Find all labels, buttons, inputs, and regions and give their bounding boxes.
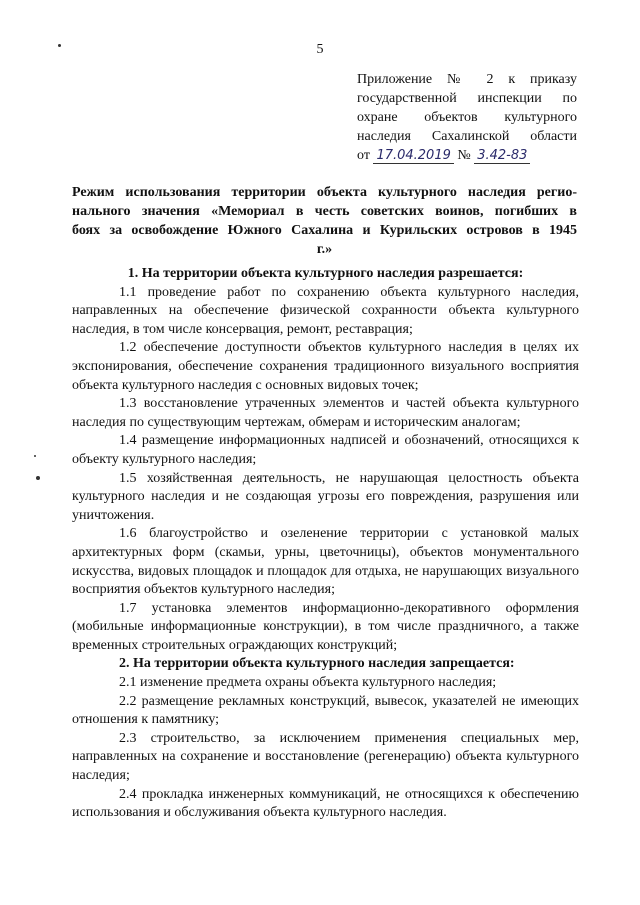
section-2-item: 2.1 изменение предмета охраны объекта культурного наследия; [119, 675, 497, 691]
section-1-item: 1.5 хозяйственная деятельность, не нарушающая целостность объекта культурного наследия и не создающая угрозы его повреждения, разрушения или уничтожения. [72, 470, 579, 523]
order-number-handwritten: 3.42-83 [474, 148, 530, 164]
scan-speck [34, 455, 36, 457]
appendix-header [357, 70, 577, 165]
section-1-item: 1.4 размещение информационных надписей и обозначений, относящихся к объекту культурного наследия; [72, 433, 579, 467]
appendix-line: наследия Сахалинской области [357, 129, 577, 144]
page-number: 5 [316, 42, 324, 57]
title-line: Режим использования территории объекта культурного наследия регио- [72, 185, 577, 200]
section-2-item: 2.3 строительство, за исключением применения специальных мер, направленных на сохранение и восстановление (регенерацию) объекта культурного наследия; [72, 730, 579, 784]
title-line: нального значения «Мемориал в честь советских воинов, погибших в [72, 204, 577, 219]
scan-speck [36, 476, 40, 480]
title-line: боях за освобождение Южного Сахалина и Курильских островов в 1945 [72, 223, 577, 238]
section-1-item: 1.7 установка элементов информационно-декоративного оформления (мобильные информационные конструкции), в том числе праздничного, а также временных строительных ограждающих конструкций; [72, 600, 579, 653]
document-title [72, 183, 577, 259]
title-line: г.» [316, 242, 333, 257]
appendix-line: государственной инспекции по [357, 91, 577, 106]
order-date-handwritten: 17.04.2019 [373, 148, 453, 164]
order-date-line [357, 146, 577, 165]
section-1-item: 1.3 восстановление утраченных элементов и частей объекта культурного наследия по существующим чертежам, обмерам и историческим аналогам; [72, 396, 579, 430]
document-body [72, 265, 579, 823]
section-2-item: 2.2 размещение рекламных конструкций, вывесок, указателей не имеющих отношения к памятнику; [72, 693, 579, 728]
appendix-line: Приложение № 2 к приказу [357, 72, 577, 87]
section-1-item: 1.1 проведение работ по сохранению объекта культурного наследия, направленных на обеспечение физической сохранности объекта культурного наследия, в том числе консервация, ремонт, реставрация; [72, 284, 579, 337]
section-1-item: 1.6 благоустройство и озеленение территории с установкой малых архитектурных форм (скамьи, урны, цветочницы), объектов монументального искусства, видовых площадок и площадок для отдыха, не нарушающих визуального восприятия объектов культурного наследия; [72, 526, 579, 598]
section-2-heading: 2. На территории объекта культурного наследия запрещается: [119, 656, 515, 672]
order-date-prefix: от [357, 148, 370, 163]
appendix-line: охране объектов культурного [357, 110, 577, 125]
section-1-item: 1.2 обеспечение доступности объектов культурного наследия в целях их экспонирования, обеспечение сохранения традиционного визуального восприятия объекта культурного наследия с основных видовых точек; [72, 340, 579, 393]
section-2-item: 2.4 прокладка инженерных коммуникаций, не относящихся к обеспечению использования и обслуживания объекта культурного наследия. [72, 786, 579, 821]
section-1-heading: 1. На территории объекта культурного наследия разрешается: [127, 266, 524, 281]
order-number-label: № [457, 148, 471, 163]
